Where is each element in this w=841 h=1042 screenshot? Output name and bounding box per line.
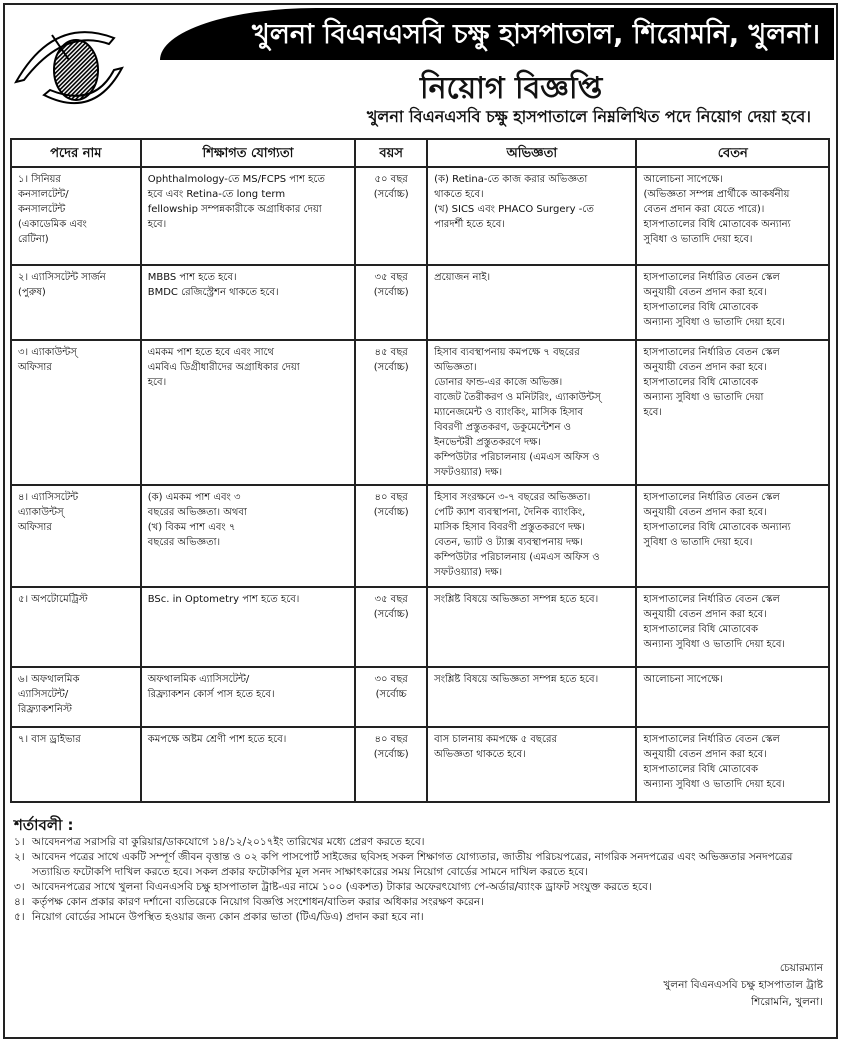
age-line: ৩৫ বছর [374, 594, 408, 605]
term-item [14, 880, 824, 895]
age-line: (সর্বোচ্চ) [373, 609, 409, 620]
education-line: হবে। [147, 219, 167, 230]
salary-line: হাসপাতালের বিধি মোতাবেক [643, 624, 759, 635]
education-line: এমবিএ ডিগ্রীধারীদের অগ্রাধিকার দেয়া [147, 362, 300, 373]
experience-line: বিবরণী প্রস্তুতকরণ, ডকুমেন্টেশন ও [434, 422, 571, 433]
term-item [14, 895, 824, 910]
table-row [11, 265, 829, 340]
signature-organization: খুলনা বিএনএসবি চক্ষু হাসপাতাল ট্রাষ্ট [663, 979, 823, 991]
post-line: অফিসার [18, 522, 52, 533]
hospital-name: খুলনা বিএনএসবি চক্ষু হাসপাতাল, শিরোমনি, খুলনা। [251, 19, 820, 50]
cell-age [355, 587, 427, 667]
age-line: ৩০ বছর [374, 674, 408, 685]
salary-line: হাসপাতালের নির্ধারিত বেতন স্কেল [643, 492, 780, 503]
terms-list [14, 835, 824, 925]
post-line: এ্যাকাউন্টস্ [18, 507, 64, 518]
education-line: (ক) এমকম পাশ এবং ৩ [147, 492, 241, 503]
term-number: ৩। [14, 881, 25, 893]
experience-line: ডোনার ফান্ড-এর কাজে অভিজ্ঞ। [434, 377, 563, 388]
cell-age [355, 667, 427, 727]
term-number: ২। [14, 851, 25, 863]
experience-line: বাজেট তৈরীকরণ ও মনিটরিং, এ্যাকাউন্টস্ [434, 392, 601, 403]
column-header-experience: অভিজ্ঞতা [427, 139, 636, 167]
post-line: ১। সিনিয়র [18, 174, 61, 185]
salary-line: (অভিজ্ঞতা সম্পন্ন প্রার্থীকে আকর্ষনীয় [643, 189, 790, 200]
cell-education [141, 667, 355, 727]
salary-line: হাসপাতালের নির্ধারিত বেতন স্কেল [643, 272, 780, 283]
post-line: ৬। অফথালমিক [18, 674, 80, 685]
cell-education [141, 727, 355, 802]
experience-line: কম্পিউটার পরিচালনায় (এমএস অফিস ও [434, 452, 600, 463]
salary-line: অন্যান্য সুবিধা ও ভাতাদি দেয়া হবে। [643, 317, 785, 328]
post-line: (একাডেমিক এবং [18, 219, 87, 230]
salary-line: সুবিধা ও ভাতাদি দেয়া হবে। [643, 537, 753, 548]
experience-line: হিসাব সংরক্ষনে ৩-৭ বছরের অভিজ্ঞতা। [434, 492, 591, 503]
post-line: ৫। অপটোমেট্রিস্ট [18, 594, 88, 605]
post-line: কনসালটেন্ট/ [18, 189, 69, 200]
post-line: ৪। এ্যাসিসটেন্ট [18, 492, 79, 503]
experience-line: কম্পিউটার পরিচালনায় (এমএস অফিস ও [434, 552, 600, 563]
cell-post [11, 667, 141, 727]
salary-line: হাসপাতালের বিধি মোতাবেক [643, 302, 759, 313]
experience-line: বাস চালনায় কমপক্ষে ৫ বছরের [434, 734, 557, 745]
salary-line: বেতন প্রদান করা যেতে পারে)। [643, 204, 765, 215]
education-line: কমপক্ষে অষ্টম শ্রেণী পাশ হতে হবে। [147, 734, 287, 745]
cell-age [355, 340, 427, 485]
column-header-post: পদের নাম [11, 139, 141, 167]
term-item [14, 835, 824, 850]
salary-line: অন্যান্য সুবিধা ও ভাতাদি দেয়া হবে। [643, 639, 785, 650]
cell-age [355, 265, 427, 340]
education-line: BMDC রেজিস্ট্রেশন থাকতে হবে। [147, 287, 279, 298]
cell-post [11, 485, 141, 587]
term-text: আবেদনপত্র সরাসরি বা কুরিয়ার/ডাকযোগে ১৪/১২/২০১৭ইং তারিখের মধ্যে প্রেরণ করতে হবে। [32, 836, 425, 848]
salary-line: হাসপাতালের নির্ধারিত বেতন স্কেল [643, 347, 780, 358]
age-line: (সর্বোচ্চ [375, 689, 407, 700]
experience-line: (খ) SICS এবং PHACO Surgery -তে [434, 204, 594, 215]
cell-education [141, 340, 355, 485]
post-line: অফিসার [18, 362, 52, 373]
cell-salary [636, 727, 829, 802]
experience-line: মাসিক হিসাব বিবরণী প্রস্তুতকরণে দক্ষ। [434, 522, 585, 533]
salary-line: হাসপাতালের নির্ধারিত বেতন স্কেল [643, 594, 780, 605]
column-header-age: বয়স [355, 139, 427, 167]
experience-line: থাকতে হবে। [434, 189, 484, 200]
education-line: fellowship সম্পন্নকারীকে অগ্রাধিকার দেয়া [147, 204, 322, 215]
table-header-row [11, 139, 829, 167]
salary-line: অনুযায়ী বেতন প্রদান করা হবে। [643, 287, 767, 298]
table-row [11, 727, 829, 802]
table-row [11, 587, 829, 667]
vacancy-table [10, 138, 830, 803]
eye-logo-icon [14, 20, 174, 110]
salary-line: অনুযায়ী বেতন প্রদান করা হবে। [643, 749, 767, 760]
cell-salary [636, 265, 829, 340]
term-text: আবেদন পত্রের সাথে একটি সম্পূর্ণ জীবন বৃত্তান্ত ও ০২ কপি পাসপোর্ট সাইজের ছবিসহ সকল শিক্ষাগত যোগ্যতার, জাতীয় পরিচয়পত্রের, নাগরিক সনদপত্রের এবং অভিজ্ঞতার সনদপত্রের সত্যায়িত ফটোকপি দাখিল করতে হবে। সকল প্রকার ফটোকপির মূল সনদ সাক্ষাৎকারের সময় নিয়োগ বোর্ডের সামনে দাখিল করতে হবে। [32, 851, 793, 878]
cell-experience [427, 485, 636, 587]
experience-line: (ক) Retina-তে কাজ করার অভিজ্ঞতা [434, 174, 588, 185]
cell-salary [636, 340, 829, 485]
experience-line: সংশ্লিষ্ট বিষয়ে অভিজ্ঞতা সম্পন্ন হতে হবে। [434, 674, 599, 685]
table-row [11, 667, 829, 727]
terms-section [14, 818, 824, 925]
salary-line: আলোচনা সাপেক্ষে। [643, 674, 723, 685]
education-line: হবে এবং Retina-তে long term [147, 189, 286, 200]
cell-experience [427, 727, 636, 802]
age-line: (সর্বোচ্চ) [373, 287, 409, 298]
education-line: MBBS পাশ হতে হবে। [147, 272, 237, 283]
notice-subtitle: খুলনা বিএনএসবি চক্ষু হাসপাতালে নিম্নলিখিত পদে নিয়োগ দেয়া হবে। [366, 107, 811, 126]
education-line: Ophthalmology-তে MS/FCPS পাশ হতে [147, 174, 325, 185]
experience-line: ম্যানেজমেন্ট ও ব্যাংকিং, মাসিক হিসাব [434, 407, 584, 418]
experience-line: সফটওয়্যার) দক্ষ। [434, 467, 503, 478]
post-line: (পুরুষ) [18, 287, 46, 298]
cell-age [355, 727, 427, 802]
signature-designation: চেয়ারম্যান [779, 962, 823, 974]
salary-line: অনুযায়ী বেতন প্রদান করা হবে। [643, 507, 767, 518]
cell-experience [427, 340, 636, 485]
salary-line: আলোচনা সাপেক্ষে। [643, 174, 723, 185]
experience-line: পেটি ক্যাশ ব্যবস্থাপনা, দৈনিক ব্যাংকিং, [434, 507, 586, 518]
column-header-salary: বেতন [636, 139, 829, 167]
term-number: ৫। [14, 911, 25, 923]
table-row [11, 485, 829, 587]
salary-line: হাসপাতালের বিধি মোতাবেক [643, 764, 759, 775]
salary-line: হাসপাতালের বিধি মোতাবেক [643, 377, 759, 388]
salary-line: হাসপাতালের বিধি মোতাবেক অন্যান্য [643, 219, 791, 230]
signature-address: শিরোমনি, খুলনা। [751, 996, 823, 1008]
experience-line: হিসাব ব্যবস্থাপনায় কমপক্ষে ৭ বছরের [434, 347, 580, 358]
salary-line: অন্যান্য সুবিধা ও ভাতাদি দেয়া হবে। [643, 779, 785, 790]
age-line: ৪০ বছর [374, 734, 408, 745]
cell-education [141, 485, 355, 587]
cell-post [11, 340, 141, 485]
experience-line: প্রয়োজন নাই। [434, 272, 491, 283]
post-line: রিফ্র্যাকশনিস্ট [18, 704, 73, 715]
cell-post [11, 587, 141, 667]
age-line: (সর্বোচ্চ) [373, 507, 409, 518]
cell-experience [427, 667, 636, 727]
cell-experience [427, 167, 636, 265]
salary-line: হাসপাতালের নির্ধারিত বেতন স্কেল [643, 734, 780, 745]
salary-line: হবে। [643, 407, 662, 418]
cell-education [141, 167, 355, 265]
salary-line: অন্যান্য সুবিধা ও ভাতাদি দেয়া [643, 392, 764, 403]
term-text: কর্তৃপক্ষ কোন প্রকার কারণ দর্শানো ব্যতিরেকে নিয়োগ বিজ্ঞপ্তি সংশোধন/বাতিল করার অধিকার সংরক্ষণ করেন। [32, 896, 484, 908]
experience-line: বেতন, ভ্যাট ও ট্যাক্স ব্যবস্থাপনায় দক্ষ। [434, 537, 583, 548]
cell-experience [427, 265, 636, 340]
experience-line: সংশ্লিষ্ট বিষয়ে অভিজ্ঞতা সম্পন্ন হতে হবে। [434, 594, 599, 605]
post-line: রেটিনা) [18, 234, 49, 245]
column-header-education: শিক্ষাগত যোগ্যতা [141, 139, 355, 167]
salary-line: হাসপাতালের বিধি মোতাবেক অন্যান্য [643, 522, 791, 533]
age-line: ৪৫ বছর [374, 347, 408, 358]
cell-salary [636, 587, 829, 667]
cell-post [11, 727, 141, 802]
post-line: এ্যাসিসটেন্ট/ [18, 689, 69, 700]
terms-title: শর্তাবলী : [14, 816, 74, 834]
age-line: (সর্বোচ্চ) [373, 189, 409, 200]
experience-line: অভিজ্ঞতা। [434, 362, 477, 373]
age-line: ৩৫ বছর [374, 272, 408, 283]
age-line: (সর্বোচ্চ) [373, 749, 409, 760]
age-line: (সর্বোচ্চ) [373, 362, 409, 373]
table-row [11, 340, 829, 485]
cell-post [11, 265, 141, 340]
experience-line: পারদর্শী হতে হবে। [434, 219, 505, 230]
age-line: ৫০ বছর [374, 174, 408, 185]
salary-line: অনুযায়ী বেতন প্রদান করা হবে। [643, 362, 767, 373]
cell-education [141, 265, 355, 340]
cell-experience [427, 587, 636, 667]
education-line: বছরের অভিজ্ঞতা। [147, 537, 221, 548]
experience-line: সফটওয়্যার) দক্ষ। [434, 567, 503, 578]
cell-salary [636, 167, 829, 265]
age-line: ৪০ বছর [374, 492, 408, 503]
table-row [11, 167, 829, 265]
term-item [14, 850, 824, 880]
term-text: নিয়োগ বোর্ডের সামনে উপস্থিত হওয়ার জন্য কোন প্রকার ভাতা (টিএ/ডিএ) প্রদান করা হবে না। [32, 911, 424, 923]
cell-education [141, 587, 355, 667]
term-number: ১। [14, 836, 25, 848]
experience-line: ইনভেন্টরী প্রস্তুতকরণে দক্ষ। [434, 437, 541, 448]
cell-age [355, 485, 427, 587]
salary-line: সুবিধা ও ভাতাদি দেয়া হবে। [643, 234, 753, 245]
term-text: আবেদনপত্রের সাথে খুলনা বিএনএসবি চক্ষু হাসপাতাল ট্রাষ্ট-এর নামে ১০০ (একশত) টাকার অফেরৎযোগ্য পে-অর্ডার/ব্যাংক ড্রাফট সংযুক্ত করতে হবে। [32, 881, 652, 893]
post-line: ২। এ্যাসিসটেন্ট সার্জন [18, 272, 106, 283]
table-body [11, 167, 829, 802]
cell-salary [636, 667, 829, 727]
term-item [14, 910, 824, 925]
cell-salary [636, 485, 829, 587]
post-line: কনসালটেন্ট [18, 204, 66, 215]
education-line: হবে। [147, 377, 167, 388]
education-line: অফথালমিক এ্যাসিসটেন্ট/ [147, 674, 250, 685]
education-line: এমকম পাশ হতে হবে এবং সাথে [147, 347, 275, 358]
post-line: ৩। এ্যাকাউন্টস্ [18, 347, 77, 358]
experience-line: অভিজ্ঞতা থাকতে হবে। [434, 749, 526, 760]
notice-title: নিয়োগ বিজ্ঞপ্তি [420, 71, 603, 106]
education-line: BSc. in Optometry পাশ হতে হবে। [147, 594, 300, 605]
post-line: ৭। বাস ড্রাইভার [18, 734, 81, 745]
cell-age [355, 167, 427, 265]
signature-block [663, 960, 823, 1011]
education-line: (খ) বিকম পাশ এবং ৭ [147, 522, 236, 533]
term-number: ৪। [14, 896, 25, 908]
education-line: রিফ্র্যাকশন কোর্স পাস হতে হবে। [147, 689, 275, 700]
header-band [160, 8, 834, 60]
cell-post [11, 167, 141, 265]
education-line: বছরের অভিজ্ঞতা। অথবা [147, 507, 247, 518]
salary-line: অনুযায়ী বেতন প্রদান করা হবে। [643, 609, 767, 620]
